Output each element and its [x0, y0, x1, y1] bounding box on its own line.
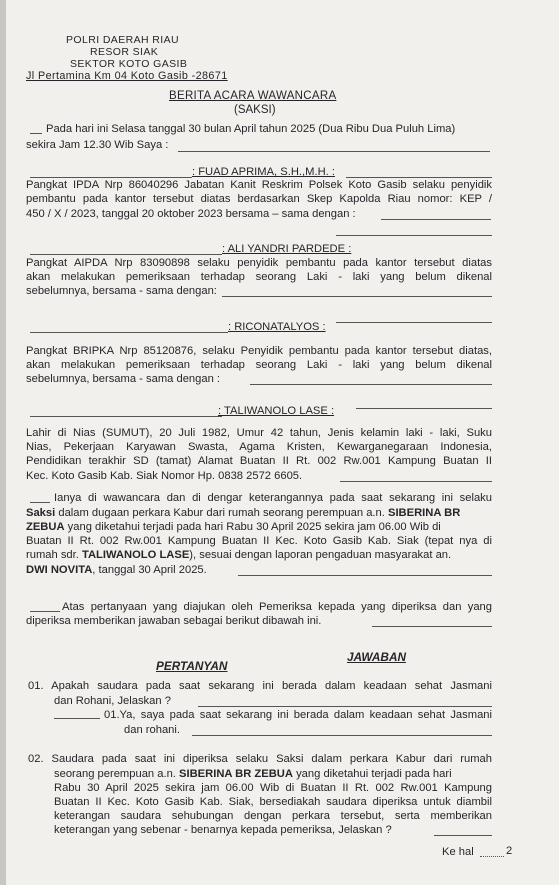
- q2-line-5: keterangan saudara sehubungan dengan perkara tersebut, serta memberikan: [54, 810, 492, 822]
- header-line-1: POLRI DAERAH RIAU: [66, 34, 179, 46]
- p2-line-2: akan melakukan pemeriksaan terhadap seorang Laki - laki yang belum dikenal: [26, 271, 492, 283]
- victim-name: SIBERINA BR: [387, 507, 461, 519]
- header-address: Jl Pertamina Km 04 Koto Gasib -28671: [26, 70, 228, 82]
- document-title: BERITA ACARA WAWANCARA: [169, 90, 337, 102]
- q2-line-2: [54, 768, 492, 782]
- dash-line: [238, 575, 492, 576]
- dash-line: [346, 177, 492, 178]
- victim-name-cont: ZEBUA: [26, 521, 65, 533]
- dotted-line: [480, 856, 504, 857]
- opening-line-1: Pada hari ini Selasa tanggal 30 bulan April tahun 2025 (Dua Ribu Dua Puluh Lima): [46, 123, 456, 135]
- column-answers: JAWABAN: [347, 650, 406, 664]
- p3-line-1: Pangkat BRIPKA Nrp 85120876, selaku Penyidik pembantu pada kantor tersebut diatas,: [26, 345, 492, 357]
- question-text: yang diketahui terjadi pada hari: [292, 768, 452, 780]
- p3-line-2: akan melakukan pemeriksaan terhadap seorang Laki - laki yang belum dikenal: [26, 359, 492, 371]
- witness-name-ref: TALIWANOLO LASE: [81, 549, 190, 561]
- opening-line-2: sekira Jam 12.30 Wib Saya :: [26, 139, 169, 151]
- header-line-2: RESOR SIAK: [90, 46, 159, 58]
- p2-line-1: Pangkat AIPDA Nrp 83090898 selaku penyidik pembantu pada kantor tersebut diatas: [26, 257, 492, 269]
- dash-line: [30, 332, 228, 333]
- victim-name-q: SIBERINA BR ZEBUA: [179, 768, 293, 780]
- witness-name: : TALIWANOLO LASE :: [218, 405, 335, 417]
- p2-line-3: sebelumnya, bersama - sama dengan:: [26, 285, 217, 297]
- statement-line-2: [26, 507, 492, 521]
- intro-line-2: diperiksa memberikan jawaban sebagai berikut dibawah ini.: [26, 615, 322, 627]
- dash-line: [336, 322, 492, 323]
- a1-line-1: 01.Ya, saya pada saat sekarang ini berada dalam keadaan sehat Jasmani: [104, 709, 492, 721]
- p3-line-3: sebelumnya, bersama - sama dengan :: [26, 373, 221, 385]
- dash-line: [198, 706, 492, 707]
- dash-line: [192, 735, 492, 736]
- statement-text: dalam dugaan perkara Kabur dari rumah seorang perempuan a.n.: [55, 507, 388, 519]
- statement-line-4: Buatan II Rt. 002 Rw.001 Kampung Buatan II Kec. Koto Gasib Kab. Siak (tepat nya di: [26, 535, 492, 547]
- statement-text: rumah sdr.: [26, 549, 82, 561]
- bio-line-3: Pendidikan terakhir SD (tamat) Alamat Buatan II Rt. 002 Rw.001 Kampung Buatan II: [26, 455, 492, 467]
- next-page-label: Ke hal: [442, 846, 474, 858]
- dash-line: [381, 219, 491, 220]
- role-text: Saksi: [26, 507, 56, 519]
- dash-line: [336, 235, 492, 236]
- dash-line: [356, 408, 492, 409]
- p1-line-2: pembantu pada kantor tersebut diatas berdasarkan Skep Kapolda Riau nomor: KEP /: [26, 193, 492, 205]
- dash-line: [340, 481, 492, 482]
- examiner-name-3: : RICONATALYOS :: [228, 321, 326, 333]
- q2-line-6: keterangan yang sebenar - benarnya kepada pemeriksa, Jelaskan ?: [54, 824, 392, 836]
- statement-text: , tanggal 30 April 2025.: [92, 564, 207, 576]
- dash-line: [54, 718, 100, 719]
- dash-line: [30, 502, 50, 503]
- dash-line: [222, 296, 492, 297]
- q1-line-1: 01. Apakah saudara pada saat sekarang ini berada dalam keadaan sehat Jasmani: [28, 680, 492, 692]
- dash-line: [178, 151, 490, 152]
- dash-line: [30, 611, 60, 612]
- q2-line-1: 02. Saudara pada saat ini diperiksa selaku Saksi dalam perkara Kabur dari rumah: [28, 753, 492, 765]
- statement-line-5: [26, 549, 451, 563]
- dash-line: [30, 133, 42, 134]
- document-page: [6, 0, 559, 885]
- header-line-3: SEKTOR KOTO GASIB: [70, 58, 188, 70]
- p1-line-3: 450 / X / 2023, tanggal 20 oktober 2023 bersama – sama dengan :: [26, 208, 356, 220]
- bio-line-4: Kec. Koto Gasib Kab. Siak Nomor Hp. 0838 2572 6605.: [26, 470, 303, 482]
- question-text: seorang perempuan a.n.: [54, 768, 180, 780]
- dash-line: [30, 416, 222, 417]
- q1-line-2: dan Rohani, Jelaskan ?: [54, 695, 171, 707]
- q2-line-4: Buatan II Kec. Koto Gasib Kab. Siak, bersediakah saudara diperiksa untuk diambil: [54, 796, 492, 808]
- reporter-name: DWI NOVITA: [26, 564, 93, 576]
- next-page-number: 2: [506, 845, 513, 857]
- examiner-name: : FUAD APRIMA, S.H.,M.H. :: [192, 166, 335, 178]
- bio-line-1: Lahir di Nias (SUMUT), 20 Juli 1982, Umur 42 tahun, Jenis kelamin laki - laki, Suku: [26, 427, 492, 439]
- bio-line-2: Nias, Pekerjaan Karyawan Swasta, Agama Kristen, Kewarganegaraan Indonesia,: [26, 441, 492, 453]
- document-subtitle: (SAKSI): [234, 104, 276, 116]
- dash-line: [30, 254, 222, 255]
- statement-text: ), sesuai dengan laporan pengaduan masyarakat an.: [189, 549, 452, 561]
- dash-line: [30, 177, 192, 178]
- examiner-name-2: : ALI YANDRI PARDEDE :: [222, 243, 352, 255]
- statement-line-6: [26, 564, 207, 578]
- statement-line-1: Ianya di wawancara dan di dengar keterangannya pada saat sekarang ini selaku: [54, 492, 492, 504]
- statement-line-3: [26, 521, 492, 535]
- p1-line-1: Pangkat IPDA Nrp 86040296 Jabatan Kanit Reskrim Polsek Koto Gasib selaku penyidik: [26, 179, 492, 191]
- column-questions: PERTANYAN: [156, 659, 228, 673]
- intro-line-1: Atas pertanyaan yang diajukan oleh Pemeriksa kepada yang diperiksa dan yang: [62, 601, 492, 613]
- q2-line-3: Rabu 30 April 2025 sekira jam 06.00 Wib di Buatan II Rt. 002 Rw.001 Kampung: [54, 782, 492, 794]
- statement-text: yang diketahui terjadi pada hari Rabu 30 April 2025 sekira jam 06.00 Wib di: [64, 521, 441, 533]
- dash-line: [372, 626, 492, 627]
- dash-line: [250, 384, 492, 385]
- dash-line: [434, 835, 492, 836]
- a1-line-2: dan rohani.: [124, 724, 180, 736]
